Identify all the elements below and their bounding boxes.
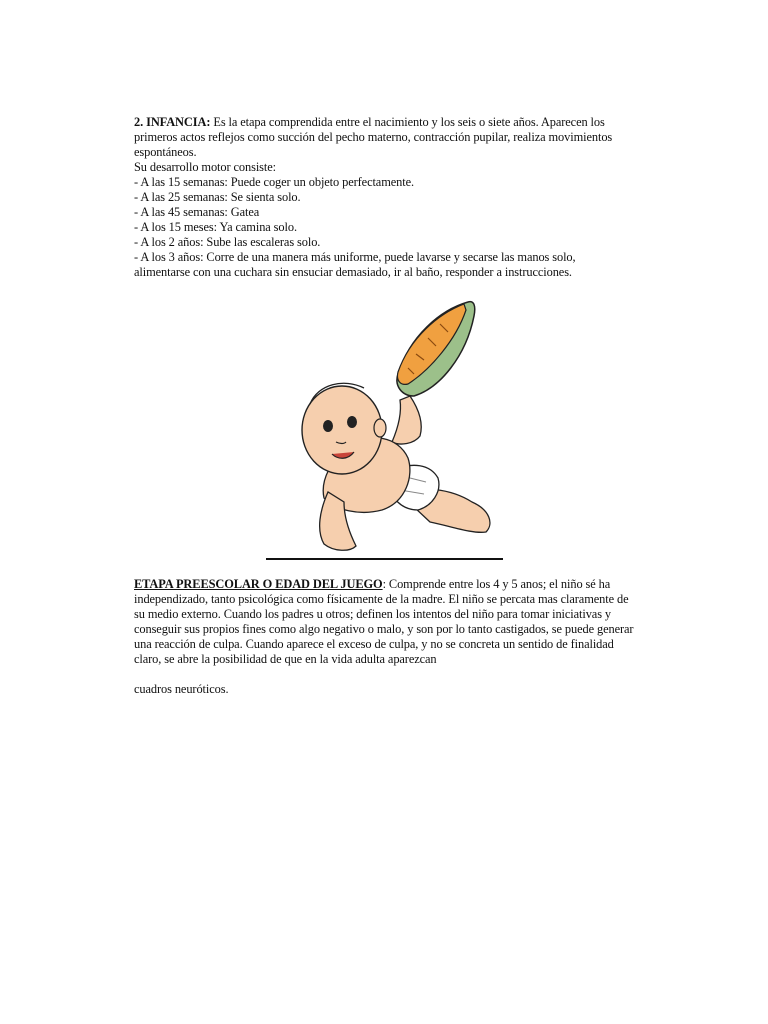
infancia-intro: Es la etapa comprendida entre el nacimiento y los seis o siete años. Aparecen los primeros actos reflejos como succión del pecho materno, contracción pupilar, realiza movimientos espontáneos. [134,115,613,159]
preescolar-body: Comprende entre los 4 y 5 anos; el niño sé ha independizado, tanto psicológica como físicamente de la madre. El niño se percata mas claramente de su medio externo. Cuando los padres u otros; definen los intentos del niño para tomar iniciativas y conseguir sus propios fines como algo negativo o malo, y son por lo tanto castigados, se puede generar una reacción de culpa. Cuando aparece el exceso de culpa, y no se concreta un sentido de finalidad claro, se abre la posibilidad de que en la vida adulta aparezcan [134,577,634,666]
infancia-section [134,115,634,280]
milestone-item: - A las 15 semanas: Puede coger un objeto perfectamente. [134,175,414,189]
motor-intro: Su desarrollo motor consiste: [134,160,276,174]
preescolar-ending: cuadros neuróticos. [134,682,229,696]
infancia-paragraph [134,115,634,160]
milestone-item: - A las 45 semanas: Gatea [134,205,260,219]
milestone-item: - A los 3 años: Corre de una manera más uniforme, puede lavarse y secarse las manos solo, alimentarse con una cuchara sin ensuciar demasiado, ir al baño, responder a instrucciones. [134,250,576,279]
milestone-item: - A los 15 meses: Ya camina solo. [134,220,297,234]
section-divider [266,558,503,560]
milestone-item: - A las 25 semanas: Se sienta solo. [134,190,301,204]
preescolar-paragraph [134,577,636,667]
preescolar-section [134,577,636,697]
bread-icon [397,302,475,396]
preescolar-colon: : [382,577,386,591]
milestone-item: - A los 2 años: Sube las escaleras solo. [134,235,321,249]
baby-with-bread-illustration [290,296,500,558]
preescolar-heading: ETAPA PREESCOLAR O EDAD DEL JUEGO [134,577,383,591]
infancia-heading: 2. INFANCIA: [134,115,211,129]
